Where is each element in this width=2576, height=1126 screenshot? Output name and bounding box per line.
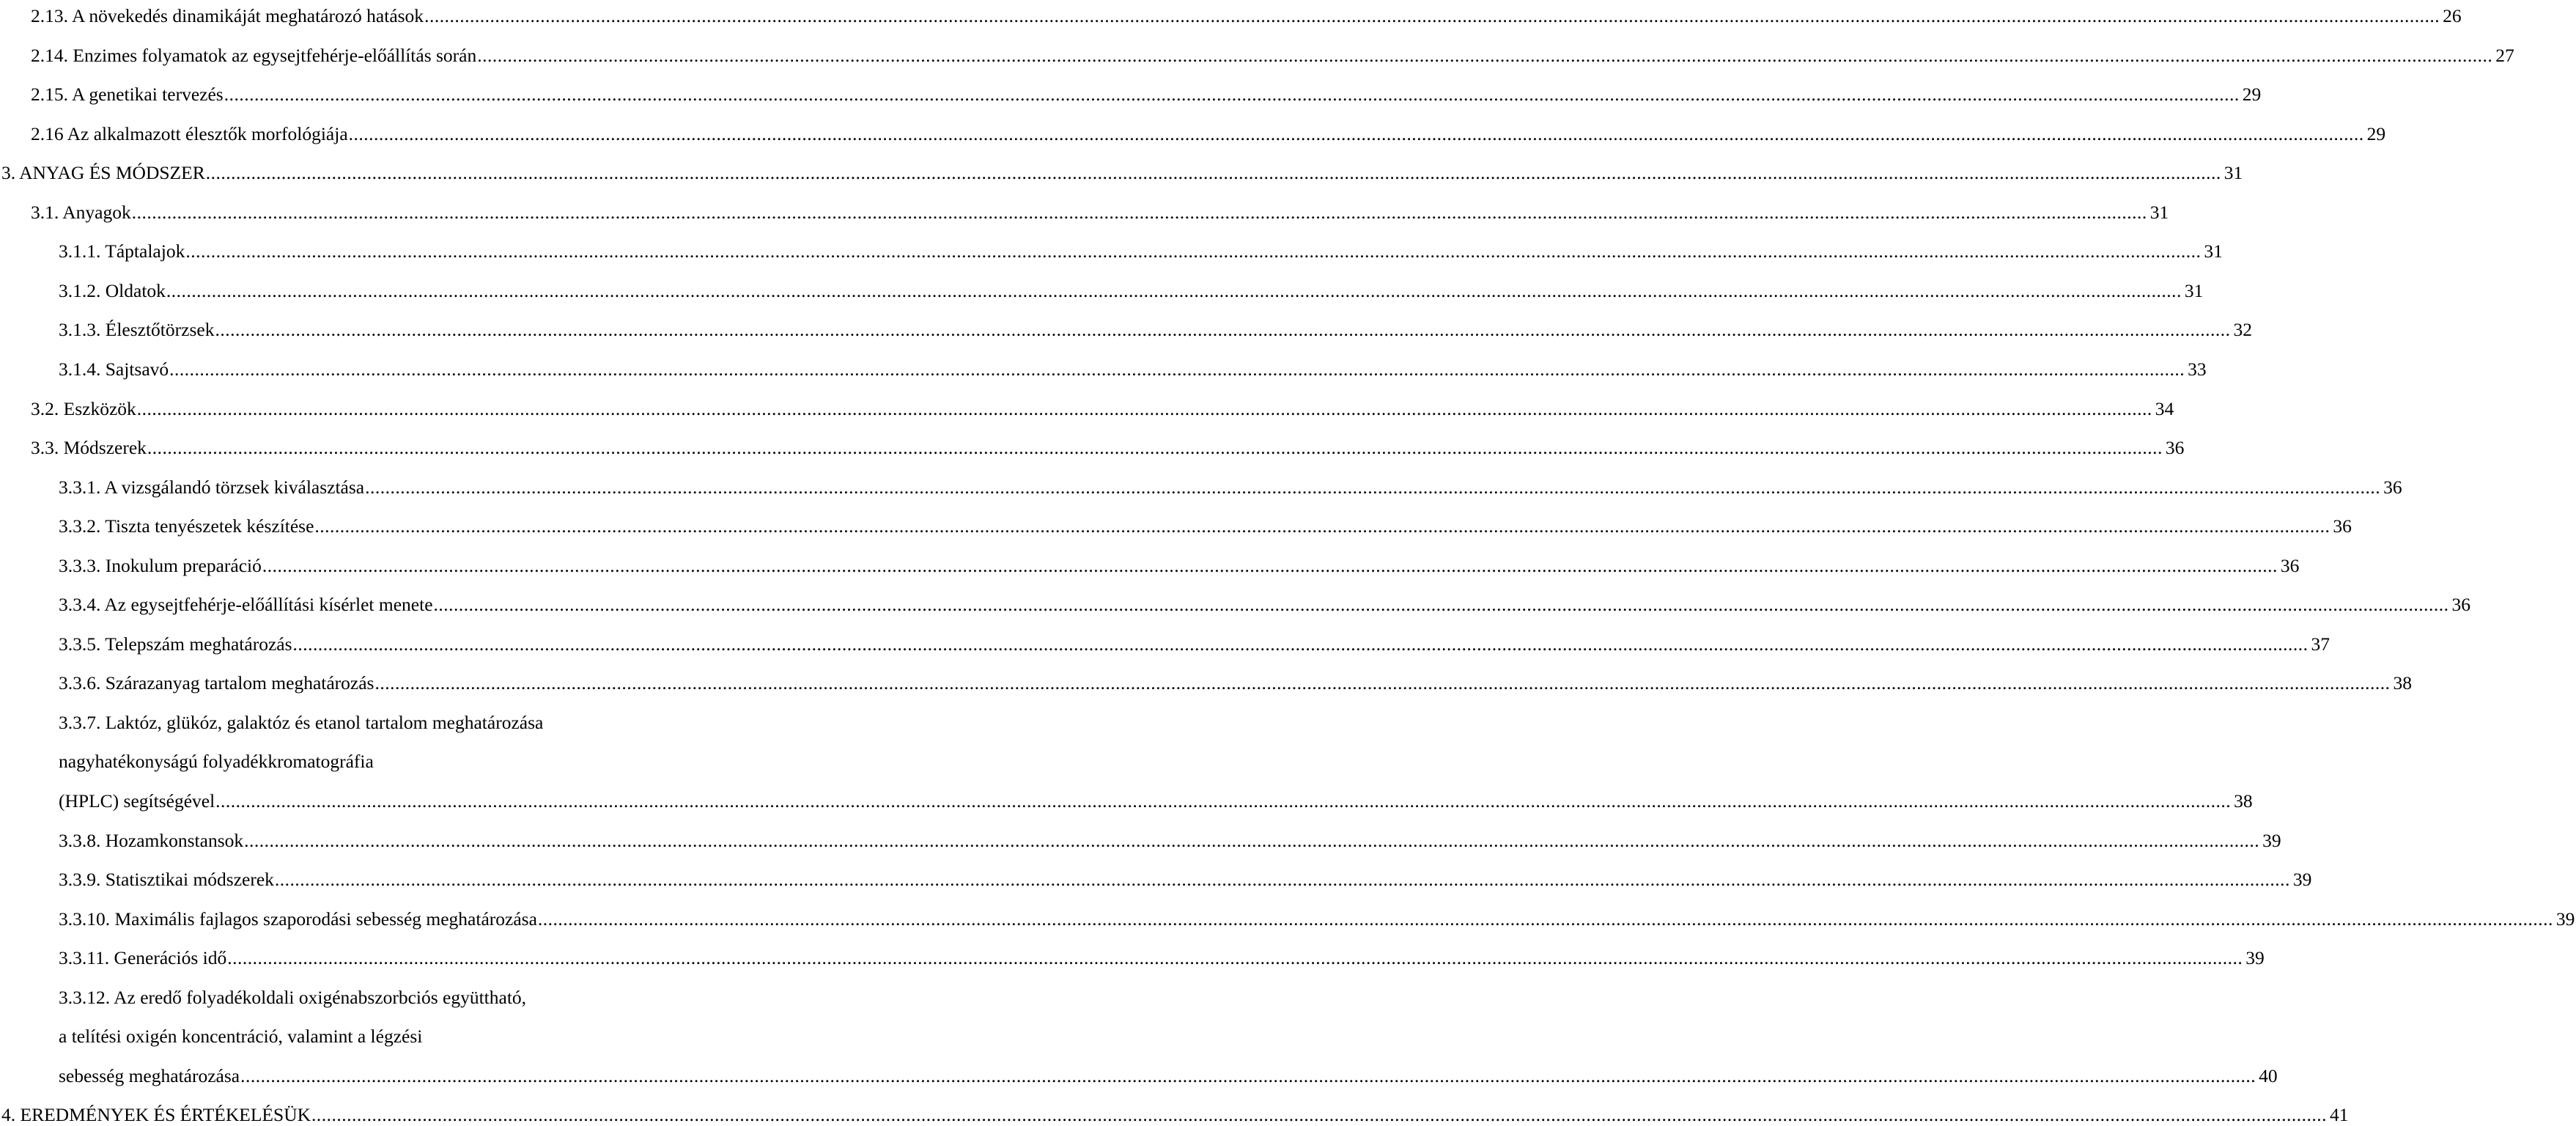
toc-page-number: 36	[2165, 437, 2185, 459]
toc-entry[interactable]	[1, 155, 2243, 184]
toc-entry[interactable]	[59, 586, 2471, 616]
toc-entry-title: 3.3.2. Tiszta tenyészetek készítése	[59, 515, 314, 537]
toc-page-number: 40	[2259, 1064, 2278, 1086]
toc-entry-title: 3.1.1. Táptalajok	[59, 240, 185, 262]
toc-dot-leader: ................................................................................................................................................................................................................................................................................................................................................................................................................	[166, 279, 2182, 301]
toc-entry[interactable]	[59, 273, 2204, 302]
toc-entry-title: 3.1.3. Élesztőtörzsek	[59, 319, 215, 341]
toc-page-number: 39	[2245, 947, 2265, 969]
toc-entry-title: nagyhatékonyságú folyadékkromatográfia	[59, 751, 374, 773]
toc-entry-title: 2.15. A genetikai tervezés	[31, 84, 224, 106]
toc-entry-title: 3. ANYAG ÉS MÓDSZER	[1, 162, 205, 184]
toc-entry[interactable]	[59, 469, 2402, 498]
toc-page-number: 39	[2555, 908, 2575, 930]
toc-page-number: 37	[2311, 633, 2330, 655]
toc-dot-leader: ................................................................................................................................................................................................................................................................................................................................................................................................................	[365, 476, 2381, 498]
toc-page-number: 31	[2204, 240, 2223, 262]
toc-entry-title: 3.3.11. Generációs idő	[59, 947, 227, 969]
toc-page-number: 29	[2366, 122, 2386, 144]
toc-entry[interactable]	[59, 743, 704, 773]
toc-dot-leader: ................................................................................................................................................................................................................................................................................................................................................................................................................	[224, 84, 2240, 106]
toc-page-number: 29	[2242, 84, 2262, 106]
toc-dot-leader: ................................................................................................................................................................................................................................................................................................................................................................................................................	[424, 5, 2440, 26]
toc-entry-title: 2.16 Az alkalmazott élesztők morfológiája	[31, 122, 348, 144]
toc-page-number: 31	[2184, 279, 2204, 301]
toc-entry[interactable]	[59, 823, 2281, 852]
toc-dot-leader: ................................................................................................................................................................................................................................................................................................................................................................................................................	[136, 397, 2152, 419]
toc-page-number: 36	[2333, 515, 2352, 537]
toc-entry[interactable]	[59, 704, 704, 734]
toc-entry-title: sebesség meghatározása	[59, 1064, 240, 1086]
toc-dot-leader: ................................................................................................................................................................................................................................................................................................................................................................................................................	[215, 319, 2231, 341]
toc-entry[interactable]	[31, 391, 2174, 420]
toc-page-number: 39	[2292, 869, 2312, 891]
toc-entry-title: 3.3.7. Laktóz, glükóz, galaktóz és etanol tartalom meghatározása	[59, 711, 544, 733]
toc-entry[interactable]	[31, 0, 2462, 27]
toc-entry[interactable]	[59, 1018, 704, 1048]
toc-entry[interactable]	[59, 979, 704, 1009]
toc-page-number: 39	[2262, 829, 2281, 851]
toc-entry-title: 3.3.12. Az eredő folyadékoldali oxigénabszorbciós együttható,	[59, 986, 527, 1008]
toc-page-number: 27	[2495, 44, 2514, 66]
toc-entry[interactable]	[59, 233, 2223, 262]
toc-page-number: 33	[2188, 358, 2207, 380]
toc-entry-title: 4. EREDMÉNYEK ÉS ÉRTÉKELÉSÜK	[1, 1104, 311, 1126]
toc-page-number: 32	[2233, 319, 2252, 341]
toc-dot-leader: ................................................................................................................................................................................................................................................................................................................................................................................................................	[244, 829, 2260, 851]
toc-entry-title: 3.3.9. Statisztikai módszerek	[59, 869, 274, 891]
toc-page-number: 31	[2223, 162, 2243, 184]
toc-dot-leader: ................................................................................................................................................................................................................................................................................................................................................................................................................	[537, 908, 2553, 930]
toc-page-number: 38	[2393, 672, 2412, 694]
toc-page-number: 34	[2155, 397, 2174, 419]
toc-entry-title: 3.1.4. Sajtsavó	[59, 358, 169, 380]
toc-entry[interactable]	[31, 76, 2262, 106]
toc-dot-leader: ................................................................................................................................................................................................................................................................................................................................................................................................................	[205, 162, 2221, 184]
toc-entry-title: 3.1.2. Oldatok	[59, 279, 166, 301]
toc-page-number: 36	[2280, 554, 2300, 576]
toc-dot-leader: ................................................................................................................................................................................................................................................................................................................................................................................................................	[311, 1104, 2328, 1126]
toc-page-number: 31	[2149, 201, 2169, 223]
toc-dot-leader: ................................................................................................................................................................................................................................................................................................................................................................................................................	[240, 1064, 2256, 1086]
toc-dot-leader: ................................................................................................................................................................................................................................................................................................................................................................................................................	[374, 672, 2391, 694]
toc-page-number: 36	[2451, 594, 2471, 616]
toc-entry[interactable]	[59, 351, 2207, 380]
toc-dot-leader: ................................................................................................................................................................................................................................................................................................................................................................................................................	[169, 358, 2185, 380]
toc-dot-leader: ................................................................................................................................................................................................................................................................................................................................................................................................................	[131, 201, 2147, 223]
toc-entry[interactable]	[59, 783, 2253, 812]
toc-dot-leader: ................................................................................................................................................................................................................................................................................................................................................................................................................	[477, 44, 2493, 66]
toc-dot-leader: ................................................................................................................................................................................................................................................................................................................................................................................................................	[185, 240, 2202, 262]
toc-entry[interactable]	[1, 1097, 2349, 1126]
toc-entry-title: 3.3.4. Az egysejtfehérje-előállítási kísérlet menete	[59, 594, 433, 616]
toc-entry[interactable]	[59, 1058, 2278, 1087]
toc-entry-title: 3.3. Módszerek	[31, 437, 147, 459]
toc-entry[interactable]	[59, 626, 2330, 655]
toc-entry[interactable]	[59, 548, 2300, 577]
toc-page-number: 38	[2234, 790, 2253, 812]
toc-entry[interactable]	[59, 861, 2312, 891]
toc-entry[interactable]	[31, 194, 2169, 224]
toc-dot-leader: ................................................................................................................................................................................................................................................................................................................................................................................................................	[227, 947, 2243, 969]
toc-entry-title: 3.3.6. Szárazanyag tartalom meghatározás	[59, 672, 374, 694]
toc-entry[interactable]	[31, 37, 2514, 67]
toc-entry-title: 3.3.1. A vizsgálandó törzsek kiválasztása	[59, 476, 365, 498]
toc-entry-title: 3.2. Eszközök	[31, 397, 136, 419]
toc-dot-leader: ................................................................................................................................................................................................................................................................................................................................................................................................................	[314, 515, 2330, 537]
toc-dot-leader: ................................................................................................................................................................................................................................................................................................................................................................................................................	[292, 633, 2309, 655]
toc-dot-leader: ................................................................................................................................................................................................................................................................................................................................................................................................................	[215, 790, 2232, 812]
toc-entry-title: 3.3.3. Inokulum preparáció	[59, 554, 262, 576]
toc-entry-title: a telítési oxigén koncentráció, valamint a légzési	[59, 1026, 423, 1048]
toc-dot-leader: ................................................................................................................................................................................................................................................................................................................................................................................................................	[147, 437, 2163, 459]
toc-page-number: 41	[2330, 1104, 2349, 1126]
toc-entry-title: 3.3.5. Telepszám meghatározás	[59, 633, 292, 655]
toc-entry[interactable]	[31, 116, 2386, 145]
toc-page-number: 36	[2383, 476, 2402, 498]
toc-entry[interactable]	[59, 312, 2252, 341]
toc-entry-title: 3.3.10. Maximális fajlagos szaporodási sebesség meghatározása	[59, 908, 537, 930]
toc-dot-leader: ................................................................................................................................................................................................................................................................................................................................................................................................................	[348, 122, 2364, 144]
toc-entry-title: 2.13. A növekedés dinamikáját meghatározó hatások	[31, 5, 424, 26]
toc-entry-title: 3.1. Anyagok	[31, 201, 131, 223]
toc-entry[interactable]	[59, 901, 2575, 930]
toc-entry-title: 3.3.8. Hozamkonstansok	[59, 829, 244, 851]
toc-page-number: 26	[2443, 5, 2462, 26]
toc-entry-title: 2.14. Enzimes folyamatok az egysejtfehérje-előállítás során	[31, 44, 477, 66]
toc-entry[interactable]	[59, 940, 2265, 969]
toc-dot-leader: ................................................................................................................................................................................................................................................................................................................................................................................................................	[433, 594, 2449, 616]
toc-dot-leader: ................................................................................................................................................................................................................................................................................................................................................................................................................	[274, 869, 2290, 891]
toc-entry[interactable]	[31, 430, 2185, 459]
toc-dot-leader: ................................................................................................................................................................................................................................................................................................................................................................................................................	[262, 554, 2278, 576]
toc-entry[interactable]	[59, 508, 2352, 537]
toc-entry[interactable]	[59, 665, 2412, 694]
toc-entry-title: (HPLC) segítségével	[59, 790, 215, 812]
